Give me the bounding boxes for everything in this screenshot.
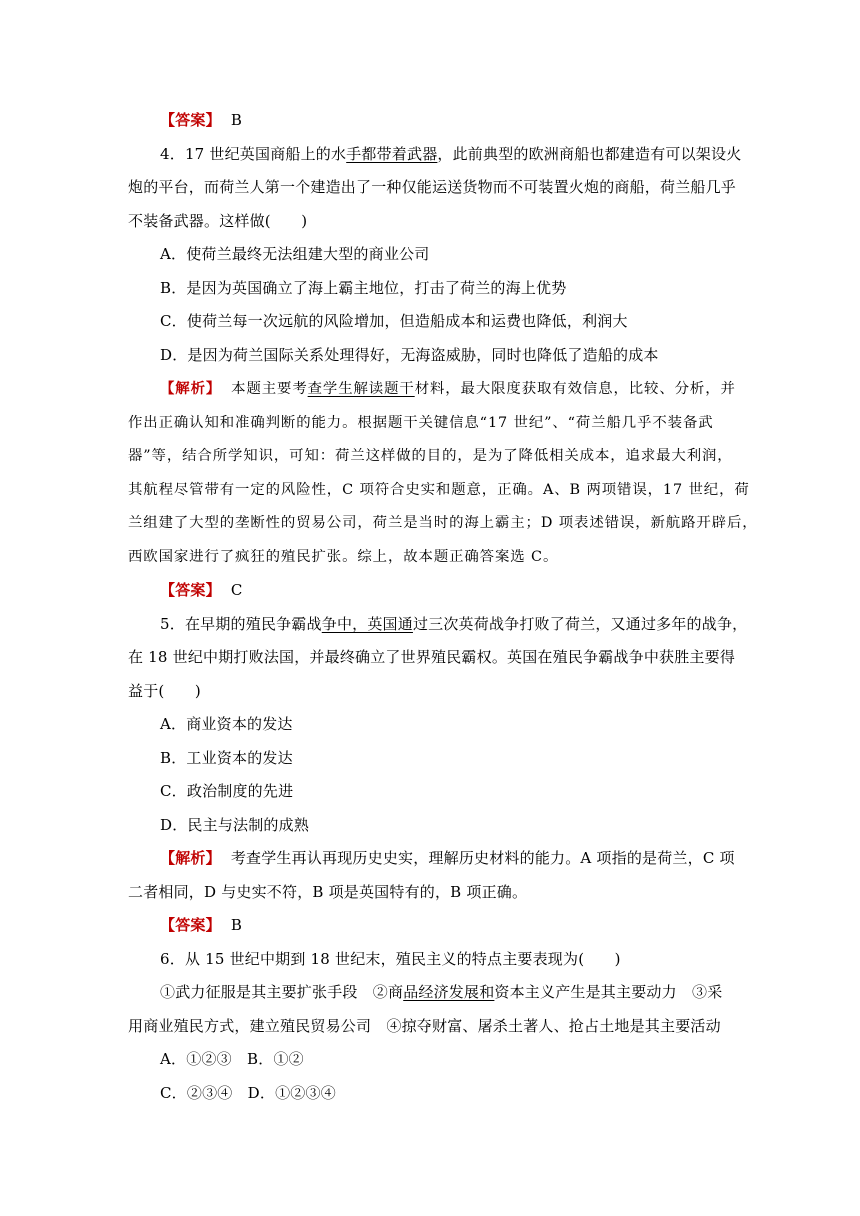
q5-option-c: C．政治制度的先进 <box>160 782 294 800</box>
answer-value: B <box>230 916 243 934</box>
q4-stem-line-1: 4．17 世纪英国商船上的水手都带着武器，此前典型的欧洲商船也都建造有可以架设火 <box>160 144 742 163</box>
answer-line-q5 <box>128 909 730 943</box>
answer-label: 【答案】 <box>160 111 221 129</box>
q4-analysis-line-4: 其航程尽管带有一定的风险性，C 项符合史实和题意，正确。A、B 两项错误，17 世纪，荷 <box>128 481 750 498</box>
q4-stem-line-3: 不装备武器。这样做( ) <box>128 211 308 230</box>
q5-analysis-line-2: 二者相同，D 与史实不符，B 项是英国特有的，B 项正确。 <box>128 882 528 901</box>
answer-value: C <box>230 581 243 599</box>
q4-option-c: C．使荷兰每一次远航的风险增加，但造船成本和运费也降低，利润大 <box>160 312 628 330</box>
q5-option-b: B．工业资本的发达 <box>160 748 293 767</box>
document-page <box>128 104 758 1110</box>
q4-analysis-line-5: 兰组建了大型的垄断性的贸易公司，荷兰是当时的海上霸主；D 项表述错误，新航路开辟后， <box>128 515 758 531</box>
q5-analysis-line-1: 【解析】 考查学生再认再现历史史实，理解历史材料的能力。A 项指的是荷兰，C 项 <box>160 849 735 867</box>
analysis-label: 【解析】 <box>160 849 221 867</box>
q5-stem-line-2: 在 18 世纪中期打败法国，并最终确立了世界殖民霸权。英国在殖民争霸战争中获胜主要得 <box>128 648 736 666</box>
answer-line-q3 <box>128 104 730 138</box>
q6-stem: 6．从 15 世纪中期到 18 世纪末，殖民主义的特点主要表现为( ) <box>160 949 621 968</box>
q6-options-line-2: C．②③④ D．①②③④ <box>160 1083 336 1102</box>
q5-stem-line-1: 5．在早期的殖民争霸战争中，英国通过三次英荷战争打败了荷兰，又通过多年的战争， <box>160 614 748 633</box>
q5-option-d: D．民主与法制的成熟 <box>160 815 310 834</box>
q4-option-d: D．是因为荷兰国际关系处理得好，无海盗威胁，同时也降低了造船的成本 <box>160 345 659 364</box>
q5-option-a: A．商业资本的发达 <box>160 715 293 733</box>
q4-analysis-line-2: 作出正确认知和准确判断的能力。根据题干关键信息“17 世纪”、“荷兰船几乎不装备武 <box>128 414 714 431</box>
q4-option-b: B．是因为英国确立了海上霸主地位，打击了荷兰的海上优势 <box>160 278 567 297</box>
answer-label: 【答案】 <box>160 916 221 934</box>
q4-analysis-line-1: 【解析】 本题主要考查学生解读题干材料，最大限度获取有效信息，比较、分析，并 <box>160 380 736 397</box>
q4-analysis-line-6: 西欧国家进行了疯狂的殖民扩张。综上，故本题正确答案选 C。 <box>128 548 559 565</box>
answer-value: B <box>230 111 243 129</box>
q4-option-a: A．使荷兰最终无法组建大型的商业公司 <box>160 245 430 263</box>
q4-analysis-line-3: 器”等，结合所学知识，可知：荷兰这样做的目的，是为了降低相关成本，追求最大利润， <box>128 448 733 464</box>
q6-options-line-1: A．①②③ B．①② <box>160 1050 304 1068</box>
analysis-label: 【解析】 <box>160 380 222 397</box>
answer-label: 【答案】 <box>160 581 221 599</box>
q4-stem-line-2: 炮的平台，而荷兰人第一个建造出了一种仅能运送货物而不可装置火炮的商船，荷兰船几乎 <box>128 178 737 196</box>
q5-stem-line-3: 益于( ) <box>128 681 201 700</box>
q6-items-line-1: ①武力征服是其主要扩张手段 ②商品经济发展和资本主义产生是其主要动力 ③采 <box>160 983 723 1001</box>
answer-line-q4 <box>128 574 730 608</box>
q6-items-line-2: 用商业殖民方式，建立殖民贸易公司 ④掠夺财富、屠杀土著人、抢占土地是其主要活动 <box>128 1016 721 1035</box>
